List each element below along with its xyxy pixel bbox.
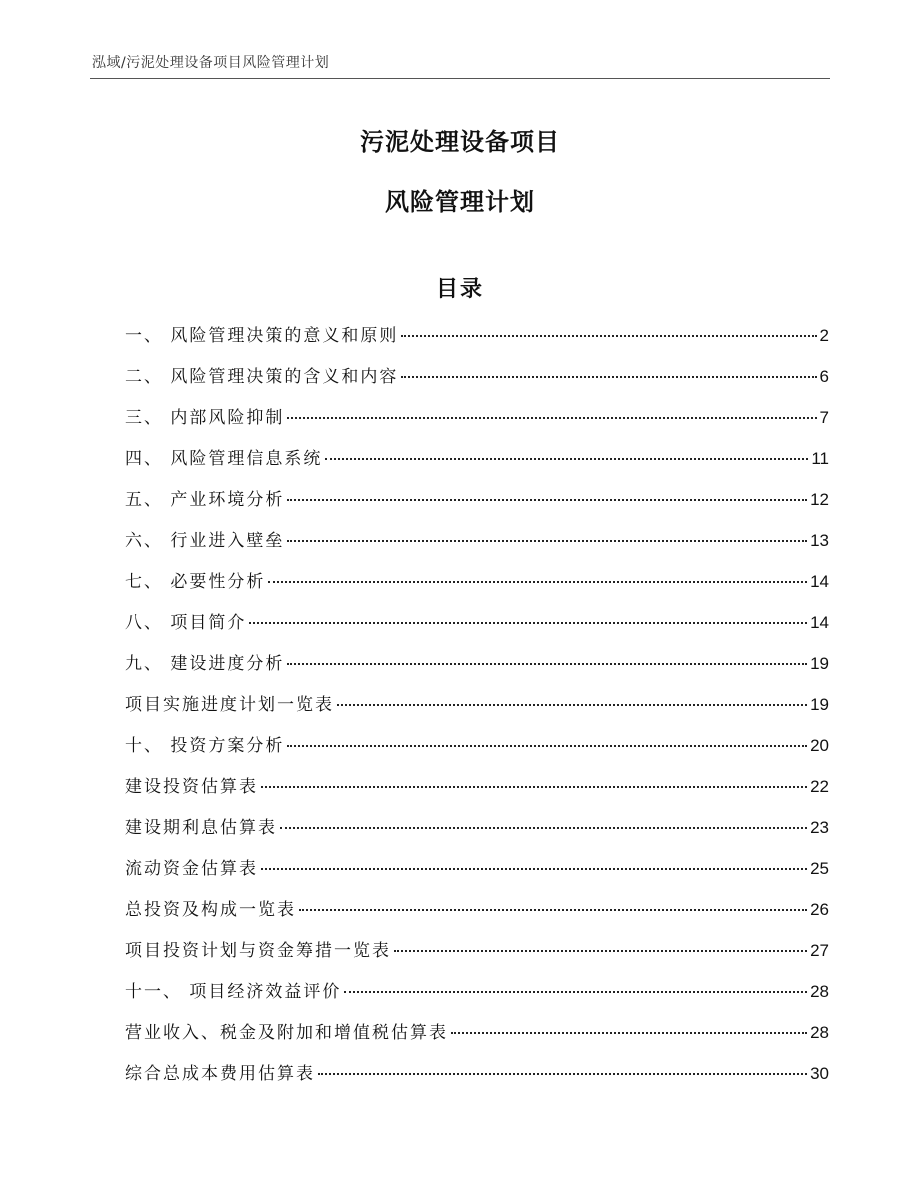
toc-page-number: 28 xyxy=(810,1023,829,1042)
document-title-line1: 污泥处理设备项目 xyxy=(360,128,560,156)
toc-entry-label: 八、 项目简介 xyxy=(125,613,247,633)
toc-entry[interactable] xyxy=(125,857,829,898)
toc-page-number: 26 xyxy=(810,900,829,919)
toc-entry-label: 综合总成本费用估算表 xyxy=(125,1064,315,1084)
toc-dot-leader xyxy=(287,663,807,665)
toc-entry-label: 一、 风险管理决策的意义和原则 xyxy=(125,326,399,346)
toc-entry-label: 十、 投资方案分析 xyxy=(125,736,285,756)
toc-dot-leader xyxy=(261,868,807,870)
toc-entry[interactable] xyxy=(125,324,829,365)
toc-dot-leader xyxy=(268,581,807,583)
toc-dot-leader xyxy=(401,335,816,337)
toc-entry[interactable] xyxy=(125,611,829,652)
toc-entry[interactable] xyxy=(125,1062,829,1103)
toc-heading: 目录 xyxy=(435,277,484,302)
toc-entry-label: 建设期利息估算表 xyxy=(125,818,277,838)
toc-entry[interactable] xyxy=(125,529,829,570)
toc-dot-leader xyxy=(344,991,807,993)
toc-page-number: 19 xyxy=(810,695,829,714)
toc-page-number: 13 xyxy=(810,531,829,550)
toc-entry-label: 十一、 项目经济效益评价 xyxy=(125,982,342,1002)
toc-page-number: 30 xyxy=(810,1064,829,1083)
toc-page-number: 14 xyxy=(810,572,829,591)
toc-dot-leader xyxy=(401,376,816,378)
toc-page-number: 27 xyxy=(810,941,829,960)
toc-entry-label: 九、 建设进度分析 xyxy=(125,654,285,674)
toc-entry-label: 流动资金估算表 xyxy=(125,859,258,879)
toc-page-number: 25 xyxy=(810,859,829,878)
toc-dot-leader xyxy=(318,1073,807,1075)
toc-entry[interactable] xyxy=(125,939,829,980)
toc-dot-leader xyxy=(287,499,807,501)
toc-entry-label: 总投资及构成一览表 xyxy=(125,900,296,920)
toc-entry-label: 五、 产业环境分析 xyxy=(125,490,285,510)
toc-page-number: 14 xyxy=(810,613,829,632)
toc-entry[interactable] xyxy=(125,775,829,816)
toc-dot-leader xyxy=(394,950,807,952)
toc-dot-leader xyxy=(287,745,807,747)
toc-page-number: 20 xyxy=(810,736,829,755)
toc-page-number: 23 xyxy=(810,818,829,837)
toc-entry-label: 六、 行业进入壁垒 xyxy=(125,531,285,551)
toc-entry[interactable] xyxy=(125,652,829,693)
toc-dot-leader xyxy=(325,458,808,460)
toc-dot-leader xyxy=(280,827,807,829)
toc-entry[interactable] xyxy=(125,1021,829,1062)
toc-dot-leader xyxy=(287,540,807,542)
header-divider xyxy=(90,78,830,79)
toc-dot-leader xyxy=(451,1032,807,1034)
table-of-contents xyxy=(125,324,829,1103)
toc-page-number: 6 xyxy=(819,367,829,386)
toc-page-number: 28 xyxy=(810,982,829,1001)
toc-dot-leader xyxy=(337,704,807,706)
toc-entry[interactable] xyxy=(125,980,829,1021)
running-header: 泓域/污泥处理设备项目风险管理计划 xyxy=(92,55,330,71)
toc-entry-label: 七、 必要性分析 xyxy=(125,572,266,592)
toc-entry[interactable] xyxy=(125,898,829,939)
toc-entry-label: 营业收入、税金及附加和增值税估算表 xyxy=(125,1023,448,1043)
toc-dot-leader xyxy=(299,909,807,911)
toc-entry-label: 二、 风险管理决策的含义和内容 xyxy=(125,367,399,387)
toc-entry-label: 四、 风险管理信息系统 xyxy=(125,449,323,469)
toc-dot-leader xyxy=(287,417,816,419)
toc-dot-leader xyxy=(261,786,807,788)
toc-page-number: 22 xyxy=(810,777,829,796)
toc-page-number: 19 xyxy=(810,654,829,673)
toc-entry[interactable] xyxy=(125,488,829,529)
toc-entry[interactable] xyxy=(125,406,829,447)
document-title-line2: 风险管理计划 xyxy=(385,188,535,216)
toc-page-number: 11 xyxy=(811,449,829,468)
toc-page-number: 7 xyxy=(819,408,829,427)
toc-entry[interactable] xyxy=(125,447,829,488)
toc-page-number: 12 xyxy=(810,490,829,509)
toc-entry-label: 三、 内部风险抑制 xyxy=(125,408,285,428)
toc-page-number: 2 xyxy=(819,326,829,345)
toc-dot-leader xyxy=(249,622,807,624)
toc-entry-label: 项目投资计划与资金筹措一览表 xyxy=(125,941,391,961)
toc-entry[interactable] xyxy=(125,816,829,857)
toc-entry[interactable] xyxy=(125,570,829,611)
toc-entry-label: 项目实施进度计划一览表 xyxy=(125,695,334,715)
toc-entry[interactable] xyxy=(125,693,829,734)
toc-entry-label: 建设投资估算表 xyxy=(125,777,258,797)
toc-entry[interactable] xyxy=(125,365,829,406)
toc-entry[interactable] xyxy=(125,734,829,775)
